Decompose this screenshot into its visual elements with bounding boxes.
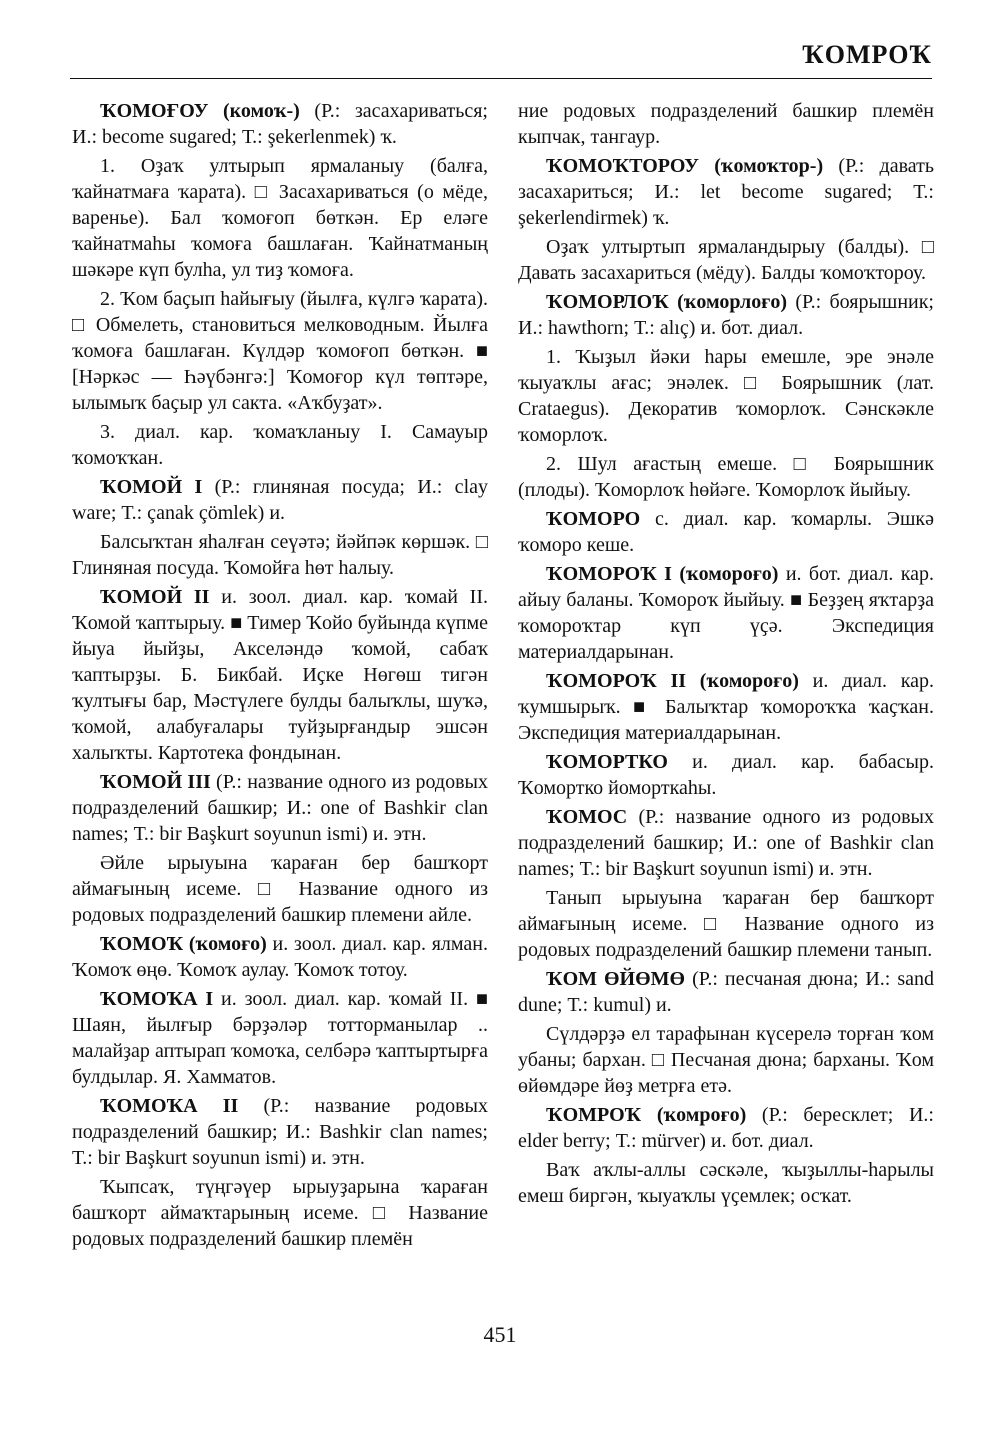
right-column [518, 98, 934, 1308]
entry-paragraph [72, 286, 488, 416]
entry-text: и. бот. диал. кар. айыу баланы. Ҡомороҡ йыйыу. ■ Беҙҙең яҡтарҙа ҡомороҡтар күп үҫә. Экспедиция материалдарынан. [518, 563, 934, 663]
entry-text: (Р.: засахариваться; И.: become sugared; Т.: şekerlenmek) ҡ. [72, 100, 488, 148]
entry-text: Ваҡ аҡлы-аллы сәскәле, ҡыҙыллы-һарылы емеш биргән, ҡыуаҡлы үҫемлек; осҡат. [518, 1159, 934, 1207]
entry-text: (Р.: боярышник; И.: hawthorn; Т.: alıç) и. бот. диал. [518, 291, 934, 339]
headword: ҠОМОҒОУ (комоҡ-) [100, 100, 300, 122]
page-number: 451 [483, 1322, 517, 1347]
entry-text: и. диал. кар. бабасыр. Ҡомортко йоморткаһы. [518, 751, 934, 799]
entry-text: и. зоол. диал. кар. ҡомай II. ■ Шаян, йылғыр бәрҙәләр тотторманылар .. малайҙар аптырап ҡомоҡа, селбәрә ҡаптыртырға булдылар. Я. Хамматов. [72, 988, 488, 1088]
entry-text: Әйле ырыуына ҡараған бер башҡорт аймағының исеме. □ Название одного из родовых подразделений башкир племени айле. [72, 852, 488, 926]
dictionary-entry [518, 153, 934, 231]
entry-paragraph [518, 344, 934, 448]
headword: ҠОМОҠ (ҡомоғо) [100, 933, 267, 955]
dictionary-entry [518, 289, 934, 341]
entry-text: (Р.: название одного из родовых подразделений башкир; И.: one of Bashkir clan names; Т.: bir Başkurt soyunun ismi) и. этн. [72, 771, 488, 845]
dictionary-entry [72, 584, 488, 766]
entry-text: Танып ырыуына ҡараған бер башҡорт аймағының исеме. □ Название одного из родовых подразделений башкир племени танып. [518, 887, 934, 961]
entry-text: Ҡыпсаҡ, түңгәүер ырыуҙарына ҡараған башҡорт аймаҡтарының исеме. □ Название родовых подразделений башкир племён [72, 1176, 488, 1250]
entry-paragraph [518, 451, 934, 503]
entry-text: 1. Оҙаҡ ултырып ярмаланыу (балға, ҡайнатмаға ҡарата). □ Засахариваться (о мёде, варенье). Бал ҡомоғоп бөткән. Ер еләге ҡайнатмаһы ҡомоға башлаған. Ҡайнатманың шәкәре күп булһа, ул тиҙ ҡомоға. [72, 155, 488, 281]
header-rule [70, 78, 932, 79]
dictionary-entry [518, 966, 934, 1018]
entry-text: (Р.: бересклет; И.: elder berry; Т.: mürver) и. бот. диал. [518, 1104, 934, 1152]
dictionary-entry [518, 668, 934, 746]
entry-text: (Р.: глиняная посуда; И.: clay ware; Т.: çanak çömlek) и. [72, 476, 488, 524]
entry-paragraph [518, 234, 934, 286]
dictionary-entry [72, 474, 488, 526]
entry-text: (Р.: давать засахариться; И.: let become sugared; Т.: şekerlendirmek) ҡ. [518, 155, 934, 229]
headword: ҠОМОС [546, 806, 628, 828]
headword: ҠОМОРЛОҠ (ҡоморлоғо) [546, 291, 787, 313]
entry-text: (Р.: название одного из родовых подразделений башкир; И.: one of Bashkir clan names; Т.: bir Başkurt soyunun ismi) и. этн. [518, 806, 934, 880]
dictionary-entry [518, 561, 934, 665]
entry-paragraph [72, 850, 488, 928]
dictionary-entry [72, 769, 488, 847]
entry-text: Балсыҡтан яһалған сеүәтә; йәйпәк көршәк. □ Глиняная посуда. Ҡомойға һөт һалыу. [72, 531, 488, 579]
entry-text: ние родовых подразделений башкир племён кыпчак, тангаур. [518, 100, 934, 148]
entry-text: Оҙаҡ ултыртып ярмаландырыу (балды). □ Давать засахариться (мёду). Балды ҡомоҡтороу. [518, 236, 934, 284]
entry-text: 2. Ҡом баҫып һайығыу (йылға, күлгә ҡарата). □ Обмелеть, становиться мелководным. Йылға ҡомоға башлаған. Күлдәр ҡомоғоп бөткән. ■ [Нәркәс — Һәүбәнгә:] Ҡомоғор күл төптәре, ылымыҡ баҫыр ул сакта. «Аҡбуҙат». [72, 288, 488, 414]
headword: ҠОМОРО [546, 508, 641, 530]
headword: ҠОМОРТКО [546, 751, 668, 773]
entry-text: Сүлдәрҙә ел тарафынан күсерелә торған ҡом убаны; бархан. □ Песчаная дюна; барханы. Ҡом өйөмдәре йөҙ метрға етә. [518, 1023, 934, 1097]
entry-paragraph [518, 885, 934, 963]
entry-text: (Р.: песчаная дюна; И.: sand dune; Т.: kumul) и. [518, 968, 934, 1016]
dictionary-entry [518, 804, 934, 882]
dictionary-entry [72, 931, 488, 983]
entry-text: и. зоол. диал. кар. ҡомай II. Ҡомой ҡаптырыу. ■ Тимер Ҡойо буйында күпме йыуа йыйҙы, Акселәндә ҡомой, сабаҡ ҡаптырҙы. Б. Бикбай. Иҫке Нөгөш тигән ҡултығы бар, Мәстүлеге булды балыҡлы, шуҡә, ҡомой, алабуғалары туйҙырғандыр эшсән халыҡты. Картотека фондынан. [72, 586, 488, 764]
dictionary-entry [72, 98, 488, 150]
entry-paragraph [518, 1021, 934, 1099]
dictionary-entry [72, 986, 488, 1090]
left-column [72, 98, 488, 1308]
headword: ҠОМОҠА I [100, 988, 214, 1010]
entry-text: и. зоол. диал. кар. ялман. Ҡомоҡ өңө. Ҡомоҡ аулау. Ҡомоҡ тотоу. [72, 933, 489, 981]
entry-text: 1. Ҡыҙыл йәки һары емешле, эре энәле ҡыуаҡлы ағас; энәлек. □ Боярышник (лат. Crataegus). Декоратив ҡоморлоҡ. Сәнскәкле ҡоморлоҡ. [518, 346, 934, 446]
entry-paragraph [72, 529, 488, 581]
headword: ҠОМОҠА II [100, 1095, 239, 1117]
dictionary-entry [72, 1093, 488, 1171]
entry-text: с. диал. кар. ҡомарлы. Эшкә ҡоморо кеше. [518, 508, 934, 556]
headword: ҠОМОРОҠ I (ҡомороғо) [546, 563, 779, 585]
headword: ҠОМОЙ III [100, 771, 211, 793]
headword: ҠОМОҠТОРОУ (ҡомоҡтор-) [546, 155, 824, 177]
entry-paragraph [72, 153, 488, 283]
headword: ҠОМОЙ II [100, 586, 210, 608]
headword: ҠОМРОҠ (ҡомроғо) [546, 1104, 747, 1126]
entry-text: 2. Шул ағастың емеше. □ Боярышник (плоды). Ҡоморлоҡ һөйәге. Ҡоморлоҡ йыйыу. [518, 453, 934, 501]
entry-paragraph [72, 1174, 488, 1252]
entry-text: 3. диал. кар. ҡомаҡланыу I. Самауыр ҡомоҡҡан. [72, 421, 488, 469]
entry-text: (Р.: название родовых подразделений башкир; И.: Bashkir clan names; Т.: bir Başkurt soyunun ismi) и. этн. [72, 1095, 488, 1169]
entry-paragraph [72, 419, 488, 471]
entry-text: и. диал. кар. ҡумшырыҡ. ■ Балыҡтар ҡомороҡҡа ҡаҫҡан. Экспедиция материалдарынан. [518, 670, 935, 744]
headword: ҠОМОРОҠ II (ҡомороғо) [546, 670, 799, 692]
dictionary-entry [518, 1102, 934, 1154]
entry-paragraph [518, 98, 934, 150]
dictionary-entry [518, 506, 934, 558]
running-head: ҠОМРОҠ [802, 40, 932, 69]
headword: ҠОМ ӨЙӨМӨ [546, 968, 686, 990]
entry-paragraph [518, 1157, 934, 1209]
text-columns [72, 98, 934, 1308]
dictionary-entry [518, 749, 934, 801]
headword: ҠОМОЙ I [100, 476, 203, 498]
